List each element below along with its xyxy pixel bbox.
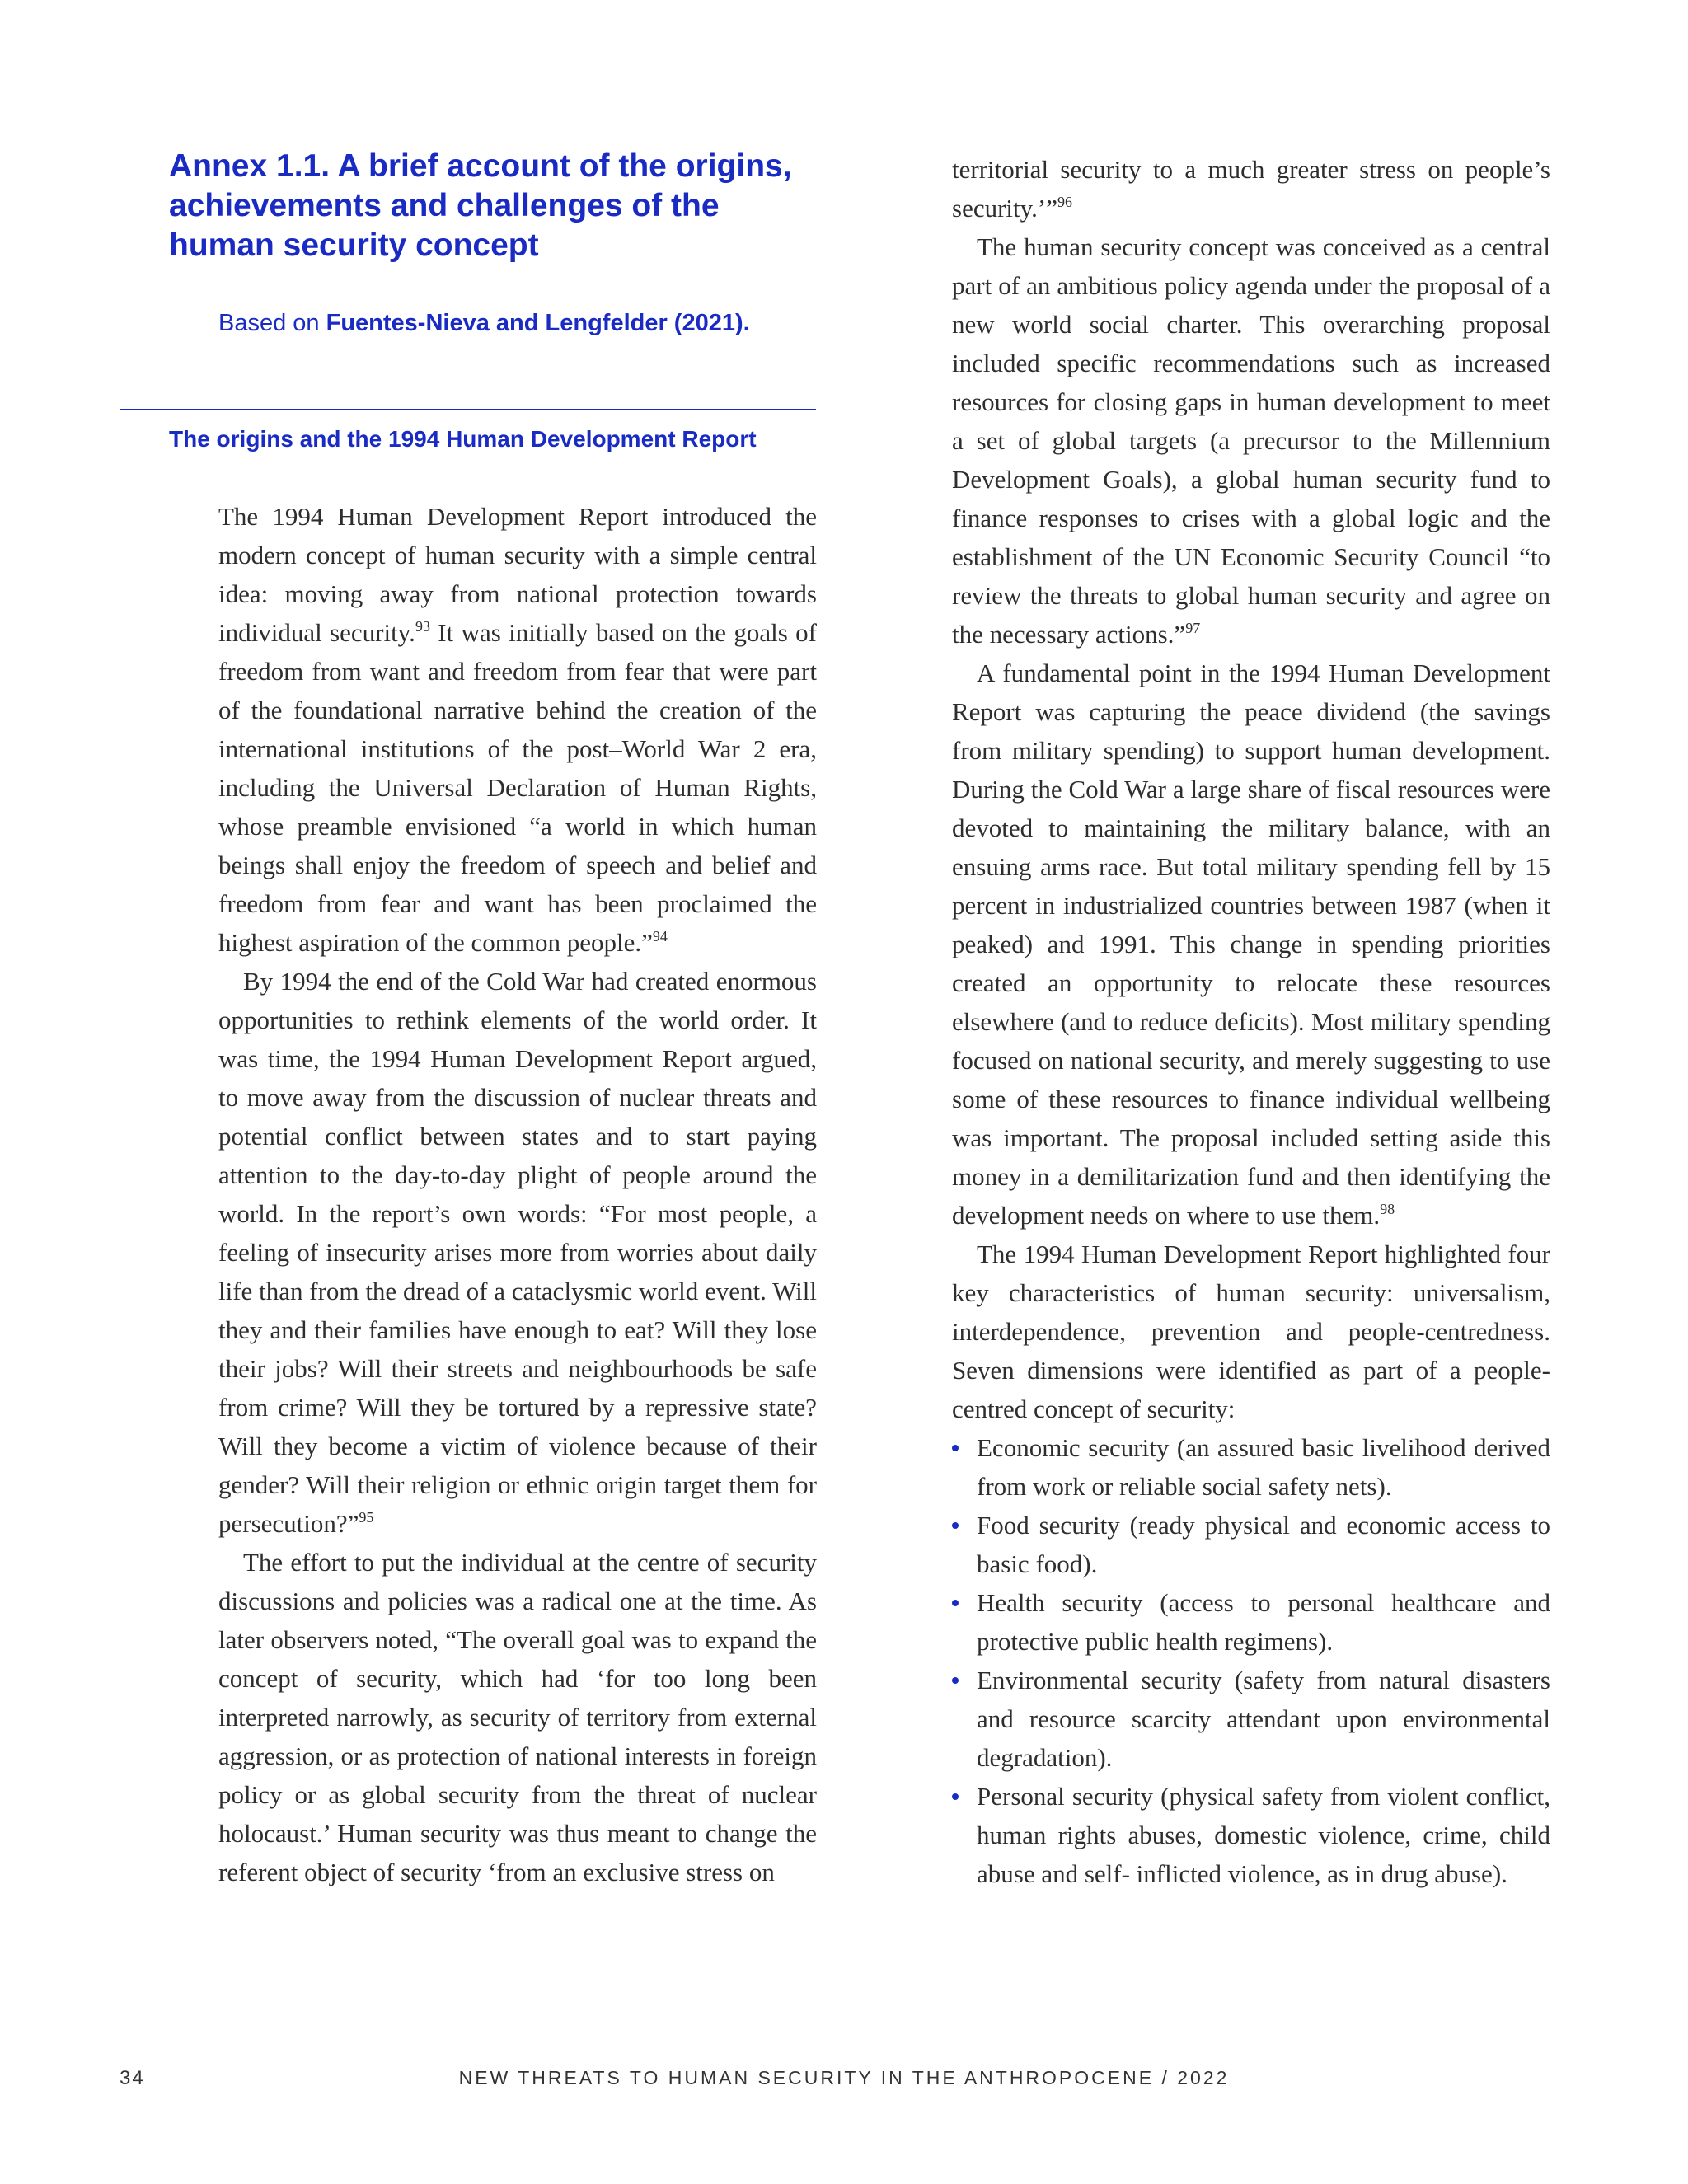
paragraph-text: territorial security to a much greater stress on people’s security.’” [952, 155, 1550, 223]
bullet-icon [952, 1600, 959, 1606]
based-on-prefix: Based on [218, 310, 326, 336]
list-item [952, 1661, 1550, 1777]
paragraph [218, 962, 817, 1543]
footnote-ref: 94 [652, 928, 668, 944]
paragraph-text: A fundamental point in the 1994 Human Development Report was capturing the peace dividend (the savings from military spending) to support human development. During the Cold War a large share of fiscal resources were devoted to maintaining the military balance, with an ensuing arms race. But total military spending fell by 15 percent in industrialized countries between 1987 (when it peaked) and 1991. This change in spending priorities created an opportunity to relocate these resources elsewhere (and to reduce deficits). Most military spending focused on national security, and merely suggesting to use some of these resources to finance individual wellbeing was important. The proposal included setting aside this money in a demilitarization fund and then identifying the development needs on where to use them. [952, 658, 1550, 1230]
paragraph-text: The 1994 Human Development Report introduced the modern concept of human security with a simple central idea: moving away from national protection towards individual security. [218, 502, 817, 647]
publication-title: NEW THREATS TO HUMAN SECURITY IN THE ANTHROPOCENE / 2022 [458, 2067, 1230, 2088]
footnote-ref: 95 [359, 1509, 374, 1526]
paragraph [218, 497, 817, 962]
paragraph-text: The human security concept was conceived as a central part of an ambitious policy agenda under the proposal of a new world social charter. This overarching proposal included specific recommendations such as increased resources for closing gaps in human development to meet a set of global targets (a precursor to the Millennium Development Goals), a global human security fund to finance responses to crises with a global logic and the establishment of the UN Economic Security Council “to review the threats to global human security and agree on the necessary actions.” [952, 232, 1550, 649]
list-item-text: Economic security (an assured basic livelihood derived from work or reliable social safety nets). [977, 1433, 1550, 1501]
list-item-text: Health security (access to personal healthcare and protective public health regimens). [977, 1588, 1550, 1656]
footnote-ref: 96 [1057, 194, 1072, 210]
security-dimensions-list [952, 1428, 1550, 1893]
right-text-column [952, 150, 1550, 1893]
paragraph [952, 227, 1550, 654]
page-number: 34 [120, 2067, 145, 2089]
bullet-icon [952, 1522, 959, 1529]
left-text-column [218, 497, 817, 1891]
based-on-citation [218, 307, 845, 340]
bullet-icon [952, 1445, 959, 1451]
paragraph-text: By 1994 the end of the Cold War had created enormous opportunities to rethink elements of the world order. It was time, the 1994 Human Development Report argued, to move away from the discussion of nuclear threats and potential conflict between states and to start paying attention to the day-to-day plight of people around the world. In the report’s own words: “For most people, a feeling of insecurity arises more from worries about daily life than from the dread of a cataclysmic world event. Will they and their families have enough to eat? Will they lose their jobs? Will their streets and neighbourhoods be safe from crime? Will they be tortured by a repressive state? Will they become a victim of violence because of their gender? Will their religion or ethnic origin target them for persecution?” [218, 967, 817, 1538]
paragraph [952, 150, 1550, 227]
section-heading: The origins and the 1994 Human Development Report [169, 426, 757, 452]
paragraph: The effort to put the individual at the centre of security discussions and policies was a radical one at the time. As later observers noted, “The overall goal was to expand the concept of security, which had ‘for too long been interpreted narrowly, as security of territory from external aggression, or as protection of national interests in foreign policy or as global security from the threat of nuclear holocaust.’ Human security was thus meant to change the referent object of security ‘from an exclusive stress on [218, 1548, 817, 1886]
paragraph-text: It was initially based on the goals of freedom from want and freedom from fear that were part of the foundational narrative behind the creation of the international institutions of the post–World War 2 era, including the Universal Declaration of Human Rights, whose preamble envisioned “a world in which human beings shall enjoy the freedom of speech and belief and freedom from fear and want has been proclaimed the highest aspiration of the common people.” [218, 618, 817, 957]
paragraph: The 1994 Human Development Report highlighted four key characteristics of human security: universalism, interdependence, prevention and people-centredness. Seven dimensions were identified as part of a people-centred concept of security: [952, 1240, 1550, 1423]
bullet-icon [952, 1677, 959, 1684]
paragraph [952, 654, 1550, 1235]
annex-title: Annex 1.1. A brief account of the origins, achievements and challenges of the human security concept [169, 148, 792, 263]
footnote-ref: 93 [415, 618, 430, 635]
footnote-ref: 97 [1185, 620, 1201, 636]
section-divider [120, 409, 816, 410]
list-item-text: Environmental security (safety from natural disasters and resource scarcity attendant upon environmental degradation). [977, 1666, 1550, 1772]
bullet-icon [952, 1793, 959, 1800]
list-item [952, 1506, 1550, 1583]
list-item [952, 1428, 1550, 1506]
footnote-ref: 98 [1380, 1201, 1395, 1217]
list-item-text: Food security (ready physical and economic access to basic food). [977, 1511, 1550, 1578]
list-item-text: Personal security (physical safety from violent conflict, human rights abuses, domestic violence, crime, child abuse and self- inflicted violence, as in drug abuse). [977, 1782, 1550, 1888]
list-item [952, 1583, 1550, 1661]
list-item [952, 1777, 1550, 1893]
based-on-source: Fuentes-Nieva and Lengfelder (2021). [326, 310, 750, 336]
